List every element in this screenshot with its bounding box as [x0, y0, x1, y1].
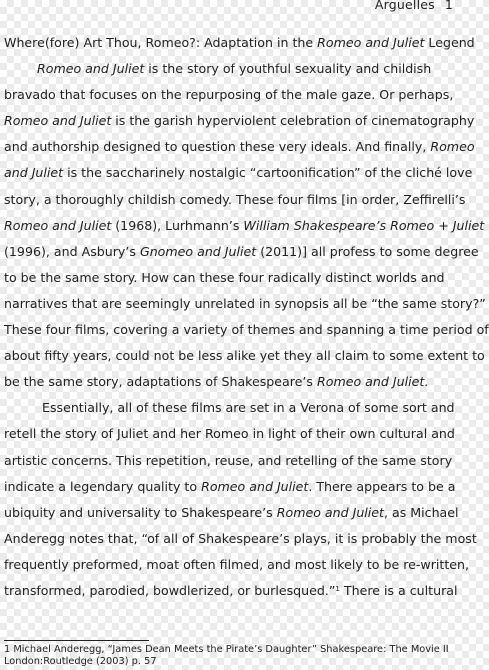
- text-line: artistic concerns. This repetition, reuse, and retelling of the same story: [4, 452, 453, 468]
- text-line: Romeo and Juliet is the garish hyperviolent celebration of cinematography: [4, 113, 475, 129]
- text-line: (1996), and Asbury’s Gnomeo and Juliet (2011)] all profess to some degree: [4, 243, 479, 259]
- footnote-reference: 1: [335, 584, 340, 593]
- text-line: These four films, covering a variety of themes and spanning a time period of: [4, 322, 489, 338]
- text-line: transformed, parodied, bowdlerized, or burlesqued.”$^1$ There is a cultural: [4, 582, 458, 598]
- text-line: about fifty years, could not be less alike yet they all claim to some extent to: [4, 348, 485, 364]
- text-line: frequently preformed, moat often filmed, and most likely to be re-written,: [4, 556, 469, 572]
- text-line: Romeo and Juliet (1968), Lurhmann’s William Shakespeare’s Romeo + Juliet: [4, 217, 485, 233]
- footnote-divider: [4, 640, 149, 641]
- body-text: [4, 30, 489, 604]
- text-line: Romeo and Juliet is the story of youthful sexuality and childish: [37, 61, 432, 77]
- text-line: Essentially, all of these films are set in a Verona of some sort and: [42, 400, 455, 416]
- footnote-line: London:Routledge (2003) p. 57: [4, 656, 157, 667]
- text-line: retell the story of Juliet and her Romeo in light of their own cultural and: [4, 426, 455, 442]
- text-line: and authorship designed to question these very ideals. And finally, Romeo: [4, 139, 475, 155]
- header-author: Arguelles: [374, 0, 435, 12]
- footnote: [4, 644, 453, 668]
- text-line: to be the same story. How can these four radically distinct worlds and: [4, 269, 445, 285]
- text-line: bravado that focuses on the repurposing of the male gaze. Or perhaps,: [4, 87, 454, 103]
- running-header: [375, 0, 453, 12]
- text-line: and Juliet is the saccharinely nostalgic “cartoonification” of the cliché love: [4, 165, 473, 181]
- text-line: be the same story, adaptations of Shakespeare’s Romeo and Juliet.: [4, 374, 429, 390]
- text-line: narratives that are seemingly unrelated in synopsis all be “the same story?”: [4, 295, 486, 311]
- footnote-line: 1 Michael Anderegg, “James Dean Meets the Pirate’s Daughter” Shakespeare: The Movie II: [4, 644, 449, 655]
- text-line: indicate a legendary quality to Romeo and Juliet. There appears to be a: [4, 478, 456, 494]
- header-page-number: 1: [444, 0, 453, 12]
- text-line: story, a thoroughly childish comedy. These four films [in order, Zeffirelli’s: [4, 191, 466, 207]
- text-line: ubiquity and universality to Shakespeare’s Romeo and Juliet, as Michael: [4, 504, 459, 520]
- essay-title: Where(fore) Art Thou, Romeo?: Adaptation in the Romeo and Juliet Legend: [4, 35, 475, 50]
- text-line: Anderegg notes that, “of all of Shakespeare’s plays, it is probably the most: [4, 530, 477, 546]
